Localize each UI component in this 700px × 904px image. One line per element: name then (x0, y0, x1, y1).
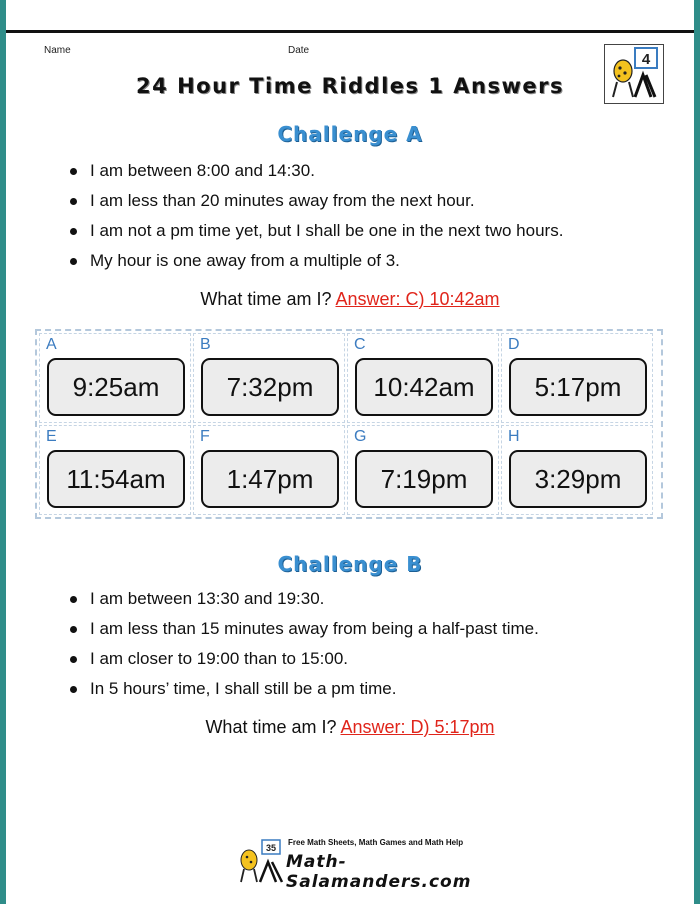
footer-site-name[interactable]: Math-Salamanders.com (286, 852, 472, 892)
challenge-a-question-line (0, 289, 700, 310)
option-time: 11:54am (47, 450, 185, 508)
option-time: 1:47pm (201, 450, 339, 508)
option-time: 5:17pm (509, 358, 647, 416)
option-cell-d (501, 333, 653, 423)
challenge-b-question-line (0, 717, 700, 738)
option-time: 9:25am (47, 358, 185, 416)
top-rule (6, 30, 694, 33)
clue: My hour is one away from a multiple of 3. (66, 246, 563, 276)
option-cell-b (193, 333, 345, 423)
footer-logo-number: 35 (265, 843, 277, 853)
salamander-footer-icon (234, 838, 286, 884)
clue: I am less than 20 minutes away from the next hour. (66, 186, 563, 216)
challenge-b-answer: Answer: D) 5:17pm (340, 717, 495, 737)
option-letter: A (46, 336, 57, 353)
option-time: 7:32pm (201, 358, 339, 416)
clue: I am closer to 19:00 than to 15:00. (66, 644, 539, 674)
option-cell-f (193, 425, 345, 515)
challenge-a-clues (66, 156, 563, 276)
challenge-a-answer: Answer: C) 10:42am (335, 289, 500, 309)
clue: I am less than 15 minutes away from being a half-past time. (66, 614, 539, 644)
challenge-a-question: What time am I? (200, 289, 332, 309)
time-options-grid (35, 329, 663, 519)
option-letter: H (508, 428, 520, 445)
option-letter: F (200, 428, 210, 445)
page-title: 24 Hour Time Riddles 1 Answers (136, 74, 564, 98)
option-letter: G (354, 428, 367, 445)
option-letter: B (200, 336, 211, 353)
clue: I am between 13:30 and 19:30. (66, 584, 539, 614)
option-time: 10:42am (355, 358, 493, 416)
option-cell-g (347, 425, 499, 515)
option-letter: C (354, 336, 366, 353)
option-cell-h (501, 425, 653, 515)
challenge-b-question: What time am I? (205, 717, 337, 737)
challenge-b-clues (66, 584, 539, 704)
worksheet-page (6, 0, 694, 904)
clue: I am between 8:00 and 14:30. (66, 156, 563, 186)
date-label: Date (288, 45, 310, 56)
clue: In 5 hours’ time, I shall still be a pm time. (66, 674, 539, 704)
challenge-b-heading: Challenge B (277, 552, 423, 576)
name-label: Name (44, 45, 71, 56)
option-cell-c (347, 333, 499, 423)
logo-number: 4 (641, 51, 651, 68)
option-cell-e (39, 425, 191, 515)
footer-tagline: Free Math Sheets, Math Games and Math Help (288, 838, 464, 847)
option-letter: E (46, 428, 57, 445)
option-time: 7:19pm (355, 450, 493, 508)
challenge-a-heading: Challenge A (277, 122, 423, 146)
option-time: 3:29pm (509, 450, 647, 508)
clue: I am not a pm time yet, but I shall be one in the next two hours. (66, 216, 563, 246)
footer-logo (234, 838, 504, 892)
option-letter: D (508, 336, 520, 353)
option-cell-a (39, 333, 191, 423)
